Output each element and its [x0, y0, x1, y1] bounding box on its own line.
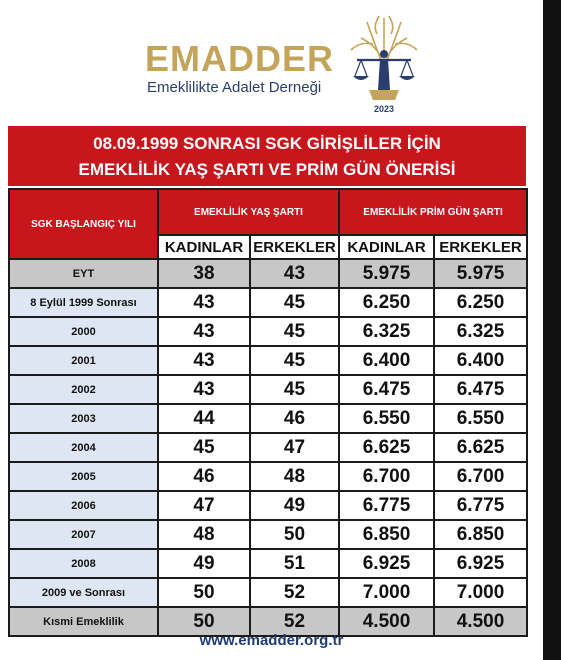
prim-men: 4.500	[434, 607, 527, 636]
row-label: 2001	[9, 346, 158, 375]
age-men: 52	[250, 578, 339, 607]
subheader-prim-women: KADINLAR	[339, 235, 434, 259]
age-men: 50	[250, 520, 339, 549]
table-row	[9, 288, 527, 317]
prim-men: 6.925	[434, 549, 527, 578]
row-label: 2009 ve Sonrası	[9, 578, 158, 607]
emblem-year: 2023	[373, 104, 395, 114]
table-row	[9, 433, 527, 462]
table-row	[9, 578, 527, 607]
age-women: 43	[158, 375, 250, 404]
prim-men: 6.700	[434, 462, 527, 491]
row-label: 2002	[9, 375, 158, 404]
prim-men: 6.850	[434, 520, 527, 549]
prim-men: 6.625	[434, 433, 527, 462]
table-row	[9, 462, 527, 491]
age-men: 45	[250, 346, 339, 375]
table-row	[9, 491, 527, 520]
row-label: Kısmi Emeklilik	[9, 607, 158, 636]
prim-men: 6.775	[434, 491, 527, 520]
table-row	[9, 317, 527, 346]
right-border	[543, 0, 561, 660]
prim-women: 6.925	[339, 549, 434, 578]
table-row	[9, 520, 527, 549]
prim-women: 6.550	[339, 404, 434, 433]
table-row	[9, 346, 527, 375]
age-women: 49	[158, 549, 250, 578]
prim-men: 5.975	[434, 259, 527, 288]
title-banner	[8, 126, 526, 186]
header-start-year: SGK BAŞLANGIÇ YILI	[9, 189, 158, 259]
row-label: 2004	[9, 433, 158, 462]
age-women: 43	[158, 346, 250, 375]
age-men: 45	[250, 375, 339, 404]
age-men: 47	[250, 433, 339, 462]
age-women: 38	[158, 259, 250, 288]
prim-women: 6.700	[339, 462, 434, 491]
prim-men: 6.475	[434, 375, 527, 404]
row-label: 2007	[9, 520, 158, 549]
prim-men: 6.400	[434, 346, 527, 375]
subheader-age-men: ERKEKLER	[250, 235, 339, 259]
table-row	[9, 375, 527, 404]
prim-women: 4.500	[339, 607, 434, 636]
table-row	[9, 549, 527, 578]
age-men: 45	[250, 317, 339, 346]
prim-women: 6.400	[339, 346, 434, 375]
prim-men: 6.550	[434, 404, 527, 433]
row-label: 8 Eylül 1999 Sonrası	[9, 288, 158, 317]
logo-subtitle: Emeklilikte Adalet Derneği	[147, 79, 322, 96]
age-men: 43	[250, 259, 339, 288]
age-women: 46	[158, 462, 250, 491]
age-men: 51	[250, 549, 339, 578]
banner-line-1: 08.09.1999 SONRASI SGK GİRİŞLİLER İÇİN	[93, 134, 441, 153]
prim-men: 6.250	[434, 288, 527, 317]
table-row	[9, 404, 527, 433]
row-label: 2000	[9, 317, 158, 346]
header-prim-condition: EMEKLİLİK PRİM GÜN ŞARTI	[339, 189, 527, 235]
age-men: 45	[250, 288, 339, 317]
logo-title: EMADDER	[145, 38, 335, 79]
age-women: 50	[158, 607, 250, 636]
age-women: 47	[158, 491, 250, 520]
row-label: 2006	[9, 491, 158, 520]
age-men: 49	[250, 491, 339, 520]
prim-women: 6.250	[339, 288, 434, 317]
prim-men: 6.325	[434, 317, 527, 346]
logo-header	[0, 0, 543, 124]
prim-men: 7.000	[434, 578, 527, 607]
website-url: www.emadder.org.tr	[199, 632, 344, 649]
prim-women: 6.475	[339, 375, 434, 404]
age-women: 43	[158, 288, 250, 317]
age-women: 45	[158, 433, 250, 462]
row-label: 2008	[9, 549, 158, 578]
age-men: 52	[250, 607, 339, 636]
prim-women: 6.325	[339, 317, 434, 346]
row-label: 2003	[9, 404, 158, 433]
banner-line-2: EMEKLİLİK YAŞ ŞARTI VE PRİM GÜN ÖNERİSİ	[78, 160, 456, 179]
prim-women: 5.975	[339, 259, 434, 288]
age-women: 50	[158, 578, 250, 607]
prim-women: 6.850	[339, 520, 434, 549]
subheader-prim-men: ERKEKLER	[434, 235, 527, 259]
age-men: 46	[250, 404, 339, 433]
prim-women: 6.625	[339, 433, 434, 462]
subheader-age-women: KADINLAR	[158, 235, 250, 259]
retirement-table	[8, 188, 528, 637]
justice-scale-tree-icon	[343, 14, 425, 118]
age-men: 48	[250, 462, 339, 491]
prim-women: 7.000	[339, 578, 434, 607]
header-age-condition: EMEKLİLİK YAŞ ŞARTI	[158, 189, 339, 235]
row-label: EYT	[9, 259, 158, 288]
table-row	[9, 259, 527, 288]
age-women: 43	[158, 317, 250, 346]
prim-women: 6.775	[339, 491, 434, 520]
row-label: 2005	[9, 462, 158, 491]
age-women: 44	[158, 404, 250, 433]
age-women: 48	[158, 520, 250, 549]
